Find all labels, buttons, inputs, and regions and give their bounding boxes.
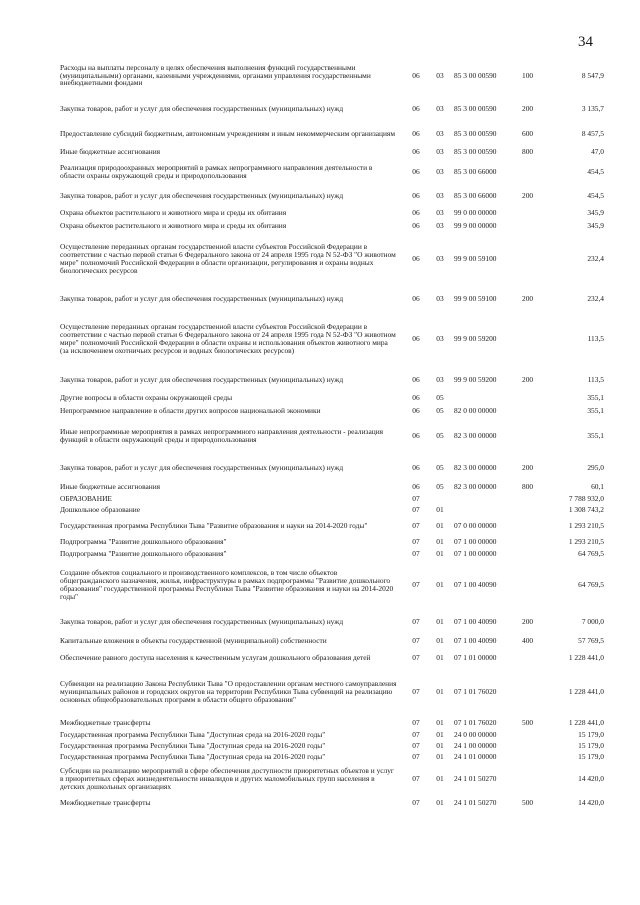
row-subsection: 01 [436,687,444,696]
row-expense-type: 200 [522,462,534,472]
row-subsection: 03 [436,293,444,303]
row-subsection: 05 [436,462,444,472]
row-expense-type: 200 [522,616,534,626]
row-name: ОБРАЗОВАНИЕ [60,493,112,503]
row-target-code: 24 1 01 50270 [454,774,497,783]
row-expense-type [522,392,548,404]
row-sum: 8 547,9 [581,70,604,80]
budget-table [60,54,604,810]
row-name: Дошкольное образование [60,505,141,514]
row-name: Закупка товаров, работ и услуг для обеспечения государственных (муниципальных) нужд [60,462,344,472]
row-expense-type: 500 [522,798,534,807]
row-section: 06 [412,208,420,217]
row-name: Закупка товаров, работ и услуг для обеспечения государственных (муниципальных) нужд [60,190,344,200]
row-target-code: 24 1 01 50270 [454,798,497,807]
table-row [60,146,604,158]
row-name: Капитальные вложения в объекты государственной (муниципальной) собственности [60,635,327,645]
row-subsection: 03 [436,147,444,156]
row-expense-type [522,751,548,762]
table-row [60,185,604,206]
table-row [60,206,604,220]
row-sum: 64 769,5 [578,580,604,589]
table-row [60,311,604,367]
row-subsection: 01 [436,635,444,645]
row-subsection: 03 [436,334,444,343]
row-expense-type: 800 [522,482,534,491]
table-row [60,762,604,796]
row-name: Непрограммное направление в области других вопросов национальной экономики [60,406,321,415]
row-expense-type: 200 [522,374,534,384]
row-name: Предоставление субсидий бюджетным, автономным учреждениям и иным некоммерческим организациям [60,128,396,138]
row-expense-type [522,158,548,185]
row-expense-type [522,548,548,560]
page-number: 34 [578,34,593,50]
row-section: 06 [412,431,420,440]
row-subsection: 01 [436,729,444,739]
row-section: 07 [412,798,420,807]
row-sum: 8 457,5 [581,128,604,138]
row-target-code: 07 0 00 00000 [454,520,497,530]
row-section: 07 [412,751,420,761]
row-target-code: 07 1 00 00000 [454,536,497,546]
row-sum: 232,4 [587,254,604,263]
row-section: 06 [412,393,420,402]
row-target-code: 07 1 01 76020 [454,718,497,727]
table-row [60,54,604,97]
row-expense-type [522,762,548,796]
row-target-code: 07 1 00 40090 [454,580,497,589]
row-section: 06 [412,104,420,113]
row-target-code: 99 9 00 59100 [454,293,497,303]
row-target-code: 07 1 01 00000 [454,652,497,662]
row-sum: 295,0 [587,462,604,472]
row-sum: 57 769,5 [578,635,604,645]
table-row [60,548,604,560]
table-row [60,648,604,667]
table-row [60,404,604,418]
row-section: 06 [412,221,420,230]
row-expense-type [522,667,548,717]
row-target-code [452,504,522,516]
row-expense-type [522,504,548,516]
row-target-code: 07 1 00 40090 [454,616,497,626]
row-subsection: 01 [436,774,444,783]
row-section: 07 [412,505,420,514]
table-row [60,667,604,717]
table-row [60,158,604,185]
row-section: 07 [412,687,420,696]
table-row [60,717,604,729]
row-target-code: 85 3 00 00590 [454,104,497,113]
row-subsection [428,493,452,504]
row-name: Обеспечение равного доступа населения к качественным услугам дошкольного образования детей [60,652,371,662]
row-section: 06 [412,334,420,343]
row-section: 07 [412,635,420,645]
table-row [60,286,604,311]
row-expense-type [522,729,548,740]
row-name: Создание объектов социального и производственного комплексов, в том числе объектов общегражданского назначения, жилья, инфраструктуры в рамках подпрограммы "Развитие дошкольного образования" государственной программы Республики Тыва "Развитие образования и науки на 2014-2020 годы" [60,568,394,601]
table-row [60,493,604,504]
table-row [60,729,604,740]
row-name: Межбюджетные трансферты [60,798,151,807]
row-expense-type [522,206,548,220]
table-row [60,97,604,121]
table-row [60,220,604,232]
row-section: 07 [412,652,420,662]
row-sum: 113,5 [587,334,604,343]
row-name: Государственная программа Республики Тыва "Доступная среда на 2016-2020 годы" [60,740,326,750]
row-expense-type: 200 [522,293,534,303]
row-section: 07 [412,520,420,530]
row-sum: 1 308 743,2 [568,505,604,514]
row-subsection: 01 [436,751,444,761]
row-subsection: 03 [436,254,444,263]
row-target-code: 85 3 00 00590 [454,147,497,156]
table-row [60,367,604,392]
row-target-code [452,493,522,504]
row-sum: 15 179,0 [578,751,604,761]
row-expense-type: 800 [522,147,534,156]
row-sum: 14 420,0 [578,774,604,783]
row-name: Осуществление переданных органам государственной власти субъектов Российской Федерации в соответствии с частью первой статьи 6 Федерального закона от 24 апреля 1995 года N 52-ФЗ "О животном мире" полномочий Российской Федерации в области организации, регулирования и охраны водных биологических ресурсов [60,242,396,275]
row-target-code: 24 0 00 00000 [454,729,497,739]
row-section: 06 [412,166,420,176]
row-name: Иные бюджетные ассигнования [60,147,161,156]
row-sum: 47,0 [591,147,604,156]
row-name: Реализация природоохранных мероприятий в рамках непрограммного направления деятельности в области охраны окружающей среды и природопользования [60,162,373,180]
row-subsection: 03 [436,128,444,138]
row-name: Государственная программа Республики Тыва "Развитие образования и науки на 2014-2020 годы" [60,520,368,530]
row-section: 07 [412,580,420,589]
row-section: 07 [412,536,420,546]
row-sum: 1 228 441,0 [568,687,604,696]
row-section: 07 [412,729,420,739]
row-target-code: 82 3 00 00000 [454,462,497,472]
row-name: Закупка товаров, работ и услуг для обеспечения государственных (муниципальных) нужд [60,104,344,113]
row-section: 06 [412,482,420,491]
table-row [60,481,604,493]
table-row [60,454,604,481]
row-sum: 14 420,0 [578,798,604,807]
row-target-code: 99 9 00 00000 [454,221,497,230]
row-expense-type [522,404,548,418]
row-section: 07 [412,774,420,783]
row-sum: 454,5 [587,166,604,176]
row-sum: 345,9 [587,221,604,230]
row-expense-type [522,232,548,286]
row-target-code: 07 1 00 40090 [454,635,497,645]
row-sum: 1 293 210,5 [568,520,604,530]
row-name: Субсидии на реализацию мероприятий в сфере обеспечения доступности приоритетных объектов и услуг в приоритетных сферах жизнедеятельности инвалидов и других маломобильных групп населения в детских дошкольных организациях [60,766,394,791]
row-name: Закупка товаров, работ и услуг для обеспечения государственных (муниципальных) нужд [60,293,344,303]
row-expense-type [522,740,548,751]
row-section: 06 [412,128,420,138]
row-subsection: 03 [436,166,444,176]
row-expense-type: 200 [522,104,534,113]
row-subsection: 01 [436,580,444,589]
row-subsection: 05 [436,393,444,402]
row-name: Закупка товаров, работ и услуг для обеспечения государственных (муниципальных) нужд [60,374,344,384]
table-row [60,610,604,633]
row-target-code: 99 9 00 59200 [454,374,497,384]
budget-table-body [60,54,604,810]
row-sum: 454,5 [587,190,604,200]
row-target-code: 82 3 00 00000 [454,431,497,440]
row-section: 06 [412,293,420,303]
row-name: Расходы на выплаты персоналу в целях обеспечения выполнения функций государственными (муниципальными) органами, казенными учреждениями, органами управления государственными внебюджетными фондами [60,62,371,88]
table-row [60,232,604,286]
row-section: 06 [412,254,420,263]
row-subsection: 01 [436,798,444,807]
row-subsection: 01 [436,652,444,662]
row-subsection: 03 [436,221,444,230]
row-expense-type [522,311,548,367]
row-section: 07 [412,718,420,727]
row-sum: 1 228 441,0 [568,718,604,727]
row-subsection: 01 [436,536,444,546]
row-name: Субвенции на реализацию Закона Республики Тыва "О предоставлении органам местного самоуправления муниципальных районов и городских округов на территории Республики Тыва субвенций на реализацию основных общеобразовательных программ в области общего образования" [60,679,397,704]
row-section: 07 [412,616,420,626]
row-subsection: 03 [436,374,444,384]
row-subsection: 03 [436,104,444,113]
row-section: 07 [412,740,420,750]
row-sum: 345,9 [587,208,604,217]
table-row [60,535,604,548]
row-expense-type [522,220,548,232]
row-expense-type [522,418,548,454]
row-target-code: 85 3 00 00590 [454,128,497,138]
row-subsection: 05 [436,431,444,440]
row-name: Осуществление переданных органам государственной власти субъектов Российской Федерации в соответствии с частью первой статьи 6 Федерального закона от 24 апреля 1995 года N 52-ФЗ "О животном мире" полномочий Российской Федерации в области охраны и использования объектов животного мира (за исключением охотничьих ресурсов и водных биологических ресурсов) [60,322,396,355]
row-subsection: 01 [436,616,444,626]
row-name: Государственная программа Республики Тыва "Доступная среда на 2016-2020 годы" [60,751,326,761]
row-target-code [452,392,522,404]
row-name: Иные бюджетные ассигнования [60,482,161,491]
table-row [60,504,604,516]
row-target-code: 99 9 00 59100 [454,254,497,263]
row-target-code: 82 3 00 00000 [454,482,497,491]
row-expense-type [522,648,548,667]
row-subsection: 05 [436,406,444,415]
row-expense-type [522,560,548,610]
row-section: 07 [412,493,420,503]
row-sum: 1 228 441,0 [568,652,604,662]
row-name: Подпрограмма "Развитие дошкольного образования" [60,536,227,546]
row-section: 06 [412,406,420,415]
row-section: 06 [412,147,420,156]
table-row [60,121,604,146]
table-row [60,633,604,648]
row-section: 07 [412,549,420,558]
row-subsection: 01 [436,718,444,727]
row-name: Охрана объектов растительного и животного мира и среды их обитания [60,208,287,217]
row-subsection: 03 [436,208,444,217]
row-subsection: 01 [436,740,444,750]
row-sum: 7 000,0 [581,616,604,626]
row-sum: 15 179,0 [578,740,604,750]
row-subsection: 01 [436,505,444,514]
row-name: Межбюджетные трансферты [60,718,151,727]
row-section: 06 [412,374,420,384]
row-section: 06 [412,190,420,200]
row-expense-type [522,493,548,504]
row-target-code: 85 3 00 00590 [454,70,497,80]
row-target-code: 07 1 01 76020 [454,687,497,696]
row-sum: 355,1 [587,406,604,415]
row-name: Другие вопросы в области охраны окружающей среды [60,393,233,402]
row-sum: 355,1 [587,431,604,440]
table-row [60,516,604,535]
row-section: 06 [412,70,420,80]
table-row [60,560,604,610]
row-sum: 1 293 210,5 [568,536,604,546]
row-name: Иные непрограммные мероприятия в рамках непрограммного направления деятельности - реализация функций в области окружающей среды и природопользования [60,427,384,444]
row-subsection: 05 [436,482,444,491]
row-expense-type: 100 [522,70,534,80]
row-sum: 60,1 [591,482,604,491]
row-target-code: 07 1 00 00000 [454,549,497,558]
row-target-code: 99 0 00 00000 [454,208,497,217]
row-target-code: 99 9 00 59200 [454,334,497,343]
row-expense-type: 600 [522,128,534,138]
row-sum: 113,5 [587,374,604,384]
row-sum: 15 179,0 [578,729,604,739]
row-expense-type: 400 [522,635,534,645]
table-row [60,796,604,810]
row-target-code: 24 1 00 00000 [454,740,497,750]
row-expense-type [522,535,548,548]
row-sum: 7 788 932,0 [568,493,604,503]
row-subsection: 01 [436,520,444,530]
row-section: 06 [412,462,420,472]
row-target-code: 82 0 00 00000 [454,406,497,415]
row-name: Закупка товаров, работ и услуг для обеспечения государственных (муниципальных) нужд [60,616,344,626]
row-sum: 64 769,5 [578,549,604,558]
table-row [60,418,604,454]
table-row [60,392,604,404]
row-target-code: 85 3 00 66000 [454,166,497,176]
row-sum: 232,4 [587,293,604,303]
row-expense-type: 200 [522,190,534,200]
row-name: Государственная программа Республики Тыва "Доступная среда на 2016-2020 годы" [60,729,326,739]
row-target-code: 24 1 01 00000 [454,751,497,761]
row-name: Охрана объектов растительного и животного мира и среды их обитания [60,221,287,230]
row-subsection: 01 [436,549,444,558]
row-target-code: 85 3 00 66000 [454,190,497,200]
row-subsection: 03 [436,190,444,200]
row-expense-type [522,516,548,535]
table-row [60,751,604,762]
row-sum: 355,1 [587,393,604,402]
row-sum: 3 135,7 [581,104,604,113]
row-subsection: 03 [436,70,444,80]
row-expense-type: 500 [522,718,534,727]
row-name: Подпрограмма "Развитие дошкольного образования" [60,549,227,558]
table-row [60,740,604,751]
